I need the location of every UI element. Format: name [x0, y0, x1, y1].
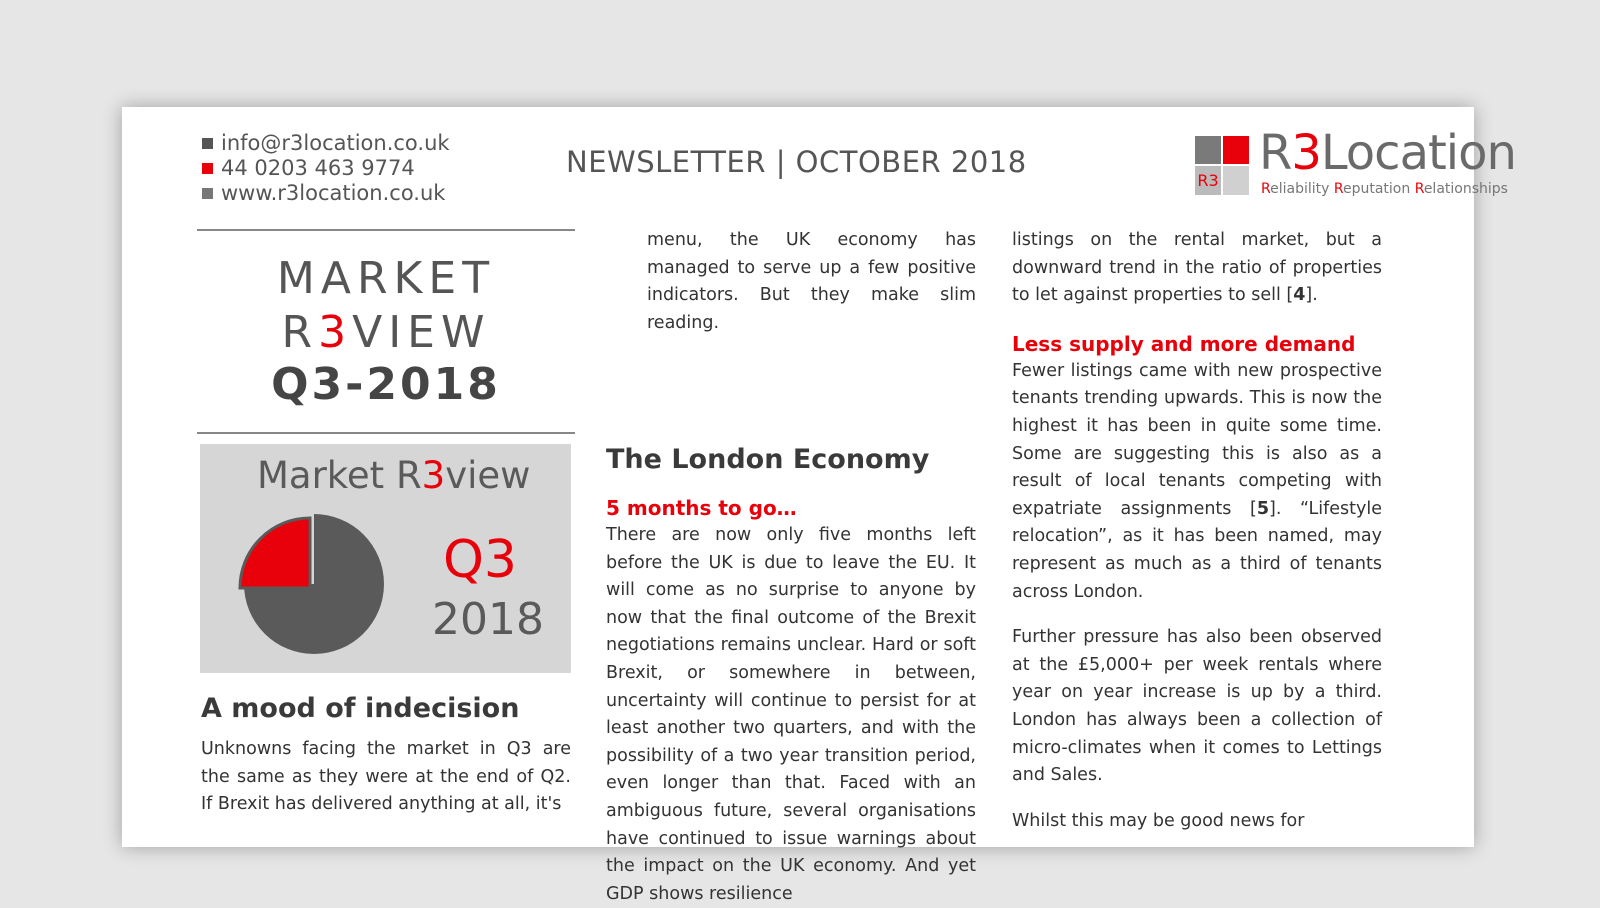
divider-top — [197, 229, 575, 231]
contact-email-row — [202, 131, 450, 156]
contact-block — [202, 131, 450, 206]
paragraph: Fewer listings came with new prospective tenants trending upwards. This is now the highest it has been in quite some time. Some are suggesting this is also as a result of local tenants competing with expatriate assignments [5]. “Lifestyle relocation”, as it has been named, may represent as much as a third of tenants across London. — [1012, 360, 1382, 602]
cover-title: Market R3view — [257, 454, 531, 497]
middle-column-body — [606, 442, 976, 908]
market-review-cover-image — [200, 444, 571, 673]
market-review-quarter: Q3-2018 — [271, 359, 501, 410]
quarter-pie-graphic — [239, 510, 389, 660]
logo-mark-icon — [1195, 136, 1249, 195]
bullet-square-icon — [202, 188, 213, 199]
logo-tagline: Reliability Reputation Relationships — [1261, 181, 1508, 197]
subheading-less-supply: Less supply and more demand — [1012, 331, 1356, 356]
contact-phone-row — [202, 156, 450, 181]
section-heading-london-economy: The London Economy — [606, 444, 930, 475]
bullet-square-icon — [202, 138, 213, 149]
paragraph: Whilst this may be good news for — [1012, 810, 1305, 831]
paragraph: There are now only five months left before the UK is due to leave the EU. It will come as no surprise to anyone by now that the final outcome of the Brexit negotiations remains unclear. Hard or soft Brexit, or somewhere in between, uncertainty will continue to persist for at least another two quarters, and with the possibility of a two year transition period, even longer than that. Faced with an ambiguous future, several organisations have continued to issue warnings about the impact on the UK economy. And yet GDP shows resilience — [606, 525, 976, 904]
newsletter-page — [122, 107, 1516, 904]
market-review-line2: R3VIEW — [281, 307, 491, 358]
contact-phone[interactable]: 44 0203 463 9774 — [221, 156, 415, 180]
cover-year: 2018 — [432, 594, 544, 645]
reference-4: 4 — [1293, 285, 1306, 306]
reference-5: 5 — [1256, 498, 1269, 519]
divider-bottom — [197, 432, 575, 434]
middle-column-intro — [647, 227, 976, 337]
contact-email[interactable]: info@r3location.co.uk — [221, 131, 450, 155]
paragraph: listings on the rental market, but a downward trend in the ratio of properties to let against properties to sell [4]. — [1012, 230, 1382, 306]
contact-website[interactable]: www.r3location.co.uk — [221, 181, 446, 205]
contact-website-row — [202, 181, 450, 206]
paragraph: menu, the UK economy has managed to serve up a few positive indicators. But they make slim reading. — [647, 230, 976, 333]
subheading-months-to-go: 5 months to go… — [606, 496, 797, 520]
pie-highlight-sector — [240, 518, 310, 588]
paragraph: Further pressure has also been observed at the £5,000+ per week rentals where year on year increase is up by a third. London has always been a collection of micro-climates when it comes to Lettings and Sales. — [1012, 627, 1382, 786]
paragraph: Unknowns facing the market in Q3 are the same as they were at the end of Q2. If Brexit has delivered anything at all, it's — [201, 739, 571, 815]
section-heading-mood: A mood of indecision — [201, 693, 520, 724]
bullet-square-icon — [202, 163, 213, 174]
r3location-logo — [1195, 125, 1516, 203]
market-review-line1: MARKET — [276, 253, 496, 304]
left-column-text — [201, 736, 571, 819]
right-column — [1012, 227, 1382, 835]
logo-wordmark: R3Location — [1259, 125, 1516, 181]
newsletter-title: NEWSLETTER | OCTOBER 2018 — [566, 145, 1027, 179]
logo-mark-text: R3 — [1195, 166, 1221, 195]
cover-quarter: Q3 — [443, 530, 518, 590]
